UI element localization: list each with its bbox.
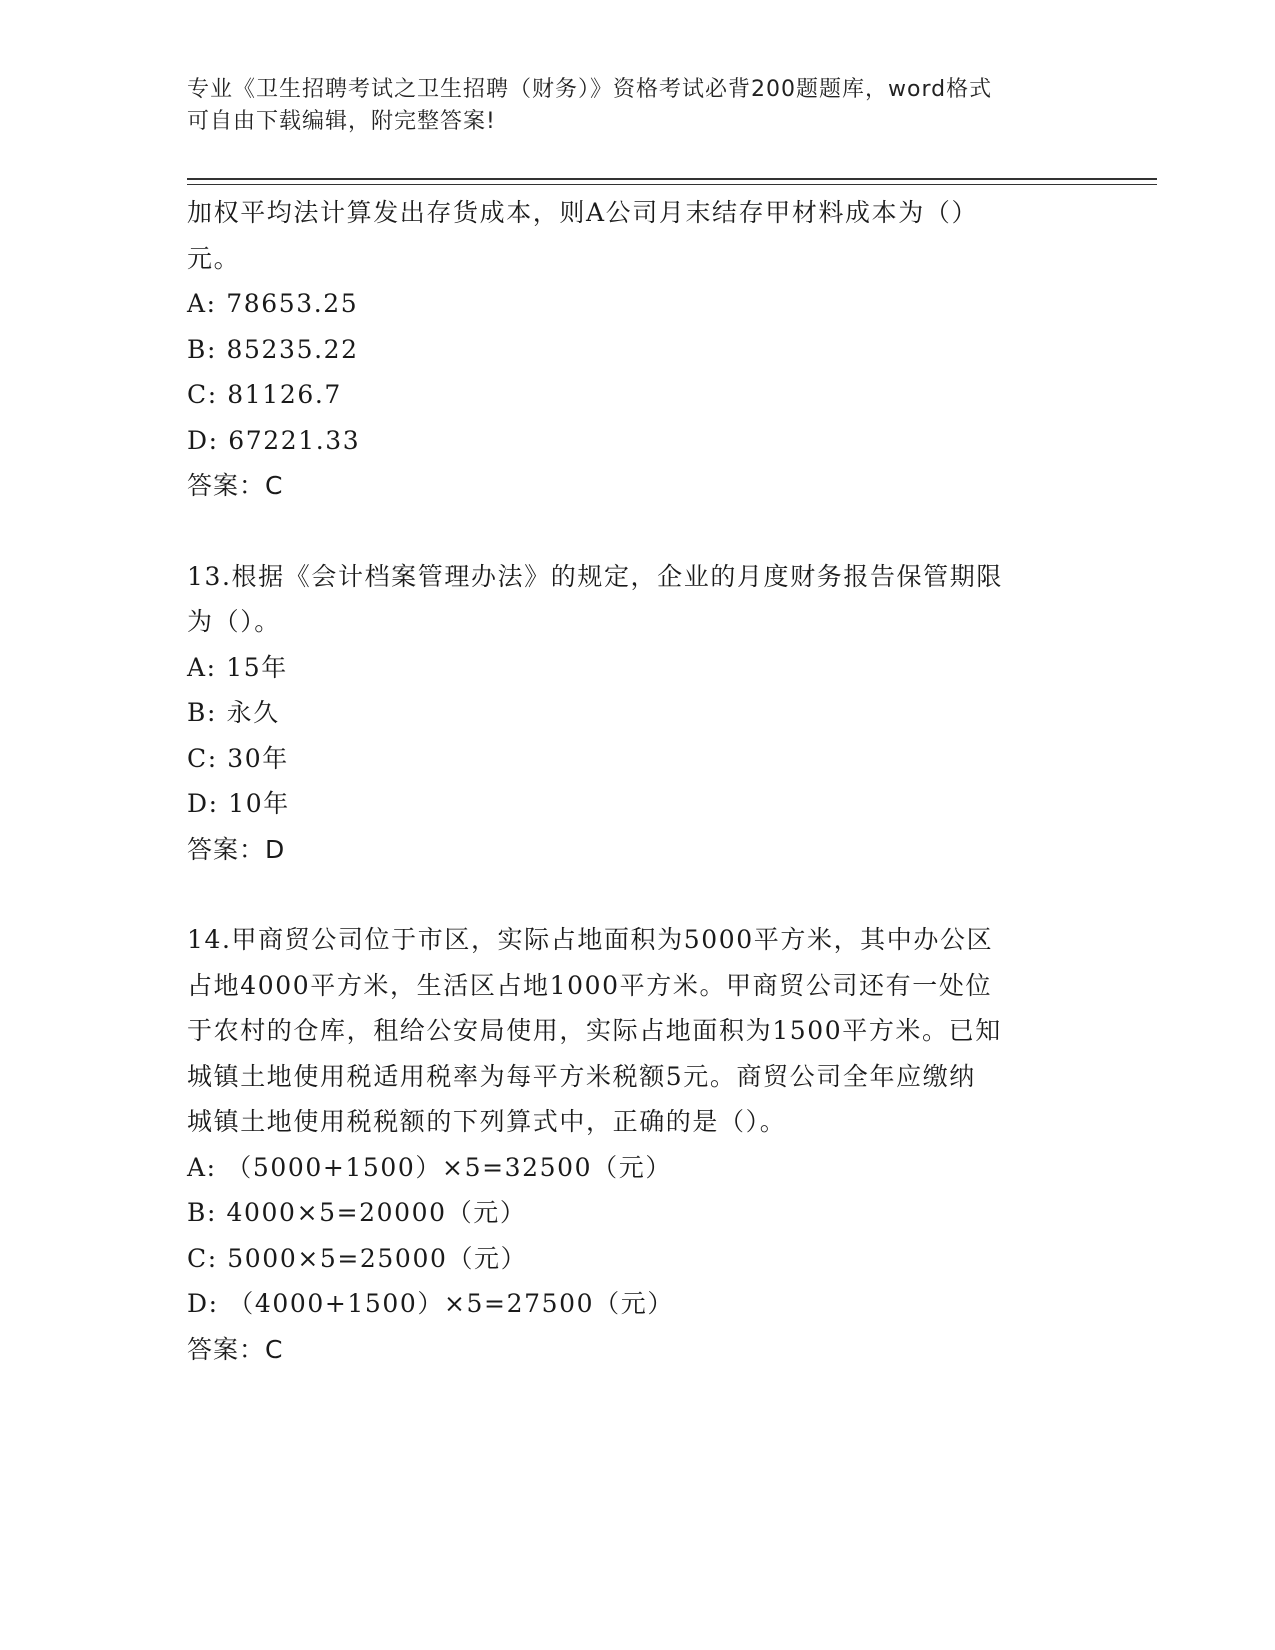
question-stem-line: 13.根据《会计档案管理办法》的规定，企业的月度财务报告保管期限 (187, 561, 1003, 591)
document-header (187, 74, 1087, 138)
question-stem-line: 元。 (187, 243, 241, 273)
answer-line: 答案：C (187, 471, 284, 500)
question-list (187, 190, 1107, 1372)
question-stem-line: 城镇土地使用税税额的下列算式中，正确的是（）。 (187, 1107, 787, 1136)
answer-line: 答案：C (187, 1334, 284, 1364)
option-b: B: 85235.22 (187, 334, 359, 364)
header-line-2: 可自由下载编辑，附完整答案! (187, 109, 496, 134)
question-spacer (187, 872, 1107, 917)
option-a: A: 78653.25 (187, 289, 359, 318)
question-stem-line: 加权平均法计算发出存货成本，则A公司月末结存甲材料成本为（） (187, 198, 979, 227)
header-line-1: 专业《卫生招聘考试之卫生招聘（财务）》资格考试必背200题题库，word格式 (187, 77, 993, 102)
answer-line: 答案：D (187, 834, 286, 864)
option-d: D: 10年 (187, 789, 290, 818)
option-a: A: 15年 (187, 652, 288, 682)
option-c: C: 30年 (187, 743, 289, 773)
option-b: B: 永久 (187, 698, 280, 727)
question-13 (187, 554, 1107, 873)
question-stem-line: 14.甲商贸公司位于市区，实际占地面积为5000平方米，其中办公区 (187, 925, 994, 954)
question-stem-line: 占地4000平方米，生活区占地1000平方米。甲商贸公司还有一处位 (187, 970, 993, 1000)
option-b: B: 4000×5=20000（元） (187, 1198, 527, 1227)
question-stem-line: 为（）。 (187, 607, 281, 636)
option-a: A: （5000+1500）×5=32500（元） (187, 1152, 672, 1182)
question-stem-line: 城镇土地使用税适用税率为每平方米税额5元。商贸公司全年应缴纳 (187, 1061, 976, 1091)
question-spacer (187, 509, 1107, 554)
question-14 (187, 917, 1107, 1372)
header-divider (187, 178, 1157, 185)
option-c: C: 81126.7 (187, 380, 342, 409)
option-d: D: （4000+1500）×5=27500（元） (187, 1289, 674, 1318)
question-12 (187, 190, 1107, 509)
question-stem-line: 于农村的仓库，租给公安局使用，实际占地面积为1500平方米。已知 (187, 1016, 1002, 1045)
option-c: C: 5000×5=25000（元） (187, 1243, 528, 1273)
option-d: D: 67221.33 (187, 425, 361, 455)
